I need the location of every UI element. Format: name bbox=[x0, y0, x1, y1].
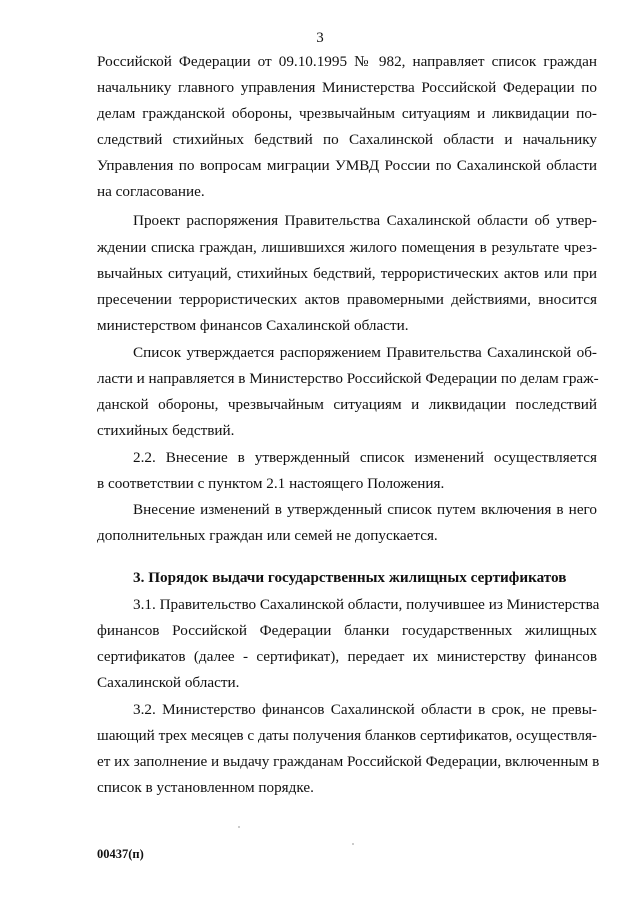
page-number: 3 bbox=[316, 30, 324, 46]
text-line: 3.2. Министерство финансов Сахалинской области в срок, не превы- bbox=[133, 701, 597, 718]
text-line: шающий трех месяцев с даты получения бланков сертификатов, осуществля- bbox=[97, 727, 597, 744]
text-line: финансов Российской Федерации бланки государственных жилищных bbox=[97, 622, 597, 639]
text-line: делам гражданской обороны, чрезвычайным ситуациям и ликвидации по- bbox=[97, 105, 597, 122]
text-line: начальнику главного управления Министерства Российской Федерации по bbox=[97, 79, 597, 96]
text-line: на согласование. bbox=[97, 183, 205, 200]
text-line: сертификатов (далее - сертификат), передает их министерству финансов bbox=[97, 648, 597, 665]
text-line: Проект распоряжения Правительства Сахалинской области об утвер- bbox=[133, 212, 597, 229]
text-line: в соответствии с пунктом 2.1 настоящего Положения. bbox=[97, 475, 445, 492]
text-line: 3.1. Правительство Сахалинской области, получившее из Министерства bbox=[133, 596, 600, 613]
text-line: Сахалинской области. bbox=[97, 674, 240, 691]
text-line: пресечении террористических актов правомерными действиями, вносится bbox=[97, 291, 597, 308]
scan-speck bbox=[238, 826, 240, 828]
text-line: дополнительных граждан или семей не допускается. bbox=[97, 527, 438, 544]
scan-speck bbox=[352, 843, 354, 845]
document-code: 00437(п) bbox=[97, 847, 144, 861]
text-line: список в установленном порядке. bbox=[97, 779, 314, 796]
text-line: ет их заполнение и выдачу гражданам Российской Федерации, включенным в bbox=[97, 753, 600, 770]
text-line: Российской Федерации от 09.10.1995 № 982, направляет список граждан bbox=[97, 53, 597, 70]
text-line: ждении списка граждан, лишившихся жилого помещения в результате чрез- bbox=[97, 239, 597, 256]
text-line: вычайных ситуаций, стихийных бедствий, террористических актов или при bbox=[97, 265, 597, 282]
text-line: стихийных бедствий. bbox=[97, 422, 235, 439]
text-line: Внесение изменений в утвержденный список путем включения в него bbox=[133, 501, 597, 518]
section-heading: 3. Порядок выдачи государственных жилищных сертификатов bbox=[133, 569, 567, 586]
text-line: данской обороны, чрезвычайным ситуациям и ликвидации последствий bbox=[97, 396, 597, 413]
text-line: Управления по вопросам миграции УМВД России по Сахалинской области bbox=[97, 157, 597, 174]
text-line: Список утверждается распоряжением Правительства Сахалинской об- bbox=[133, 344, 597, 361]
text-line: министерством финансов Сахалинской области. bbox=[97, 317, 409, 334]
text-line: ласти и направляется в Министерство Российской Федерации по делам граж- bbox=[97, 370, 599, 387]
text-line: 2.2. Внесение в утвержденный список изменений осуществляется bbox=[133, 449, 597, 466]
text-line: следствий стихийных бедствий по Сахалинской области и начальнику bbox=[97, 131, 597, 148]
